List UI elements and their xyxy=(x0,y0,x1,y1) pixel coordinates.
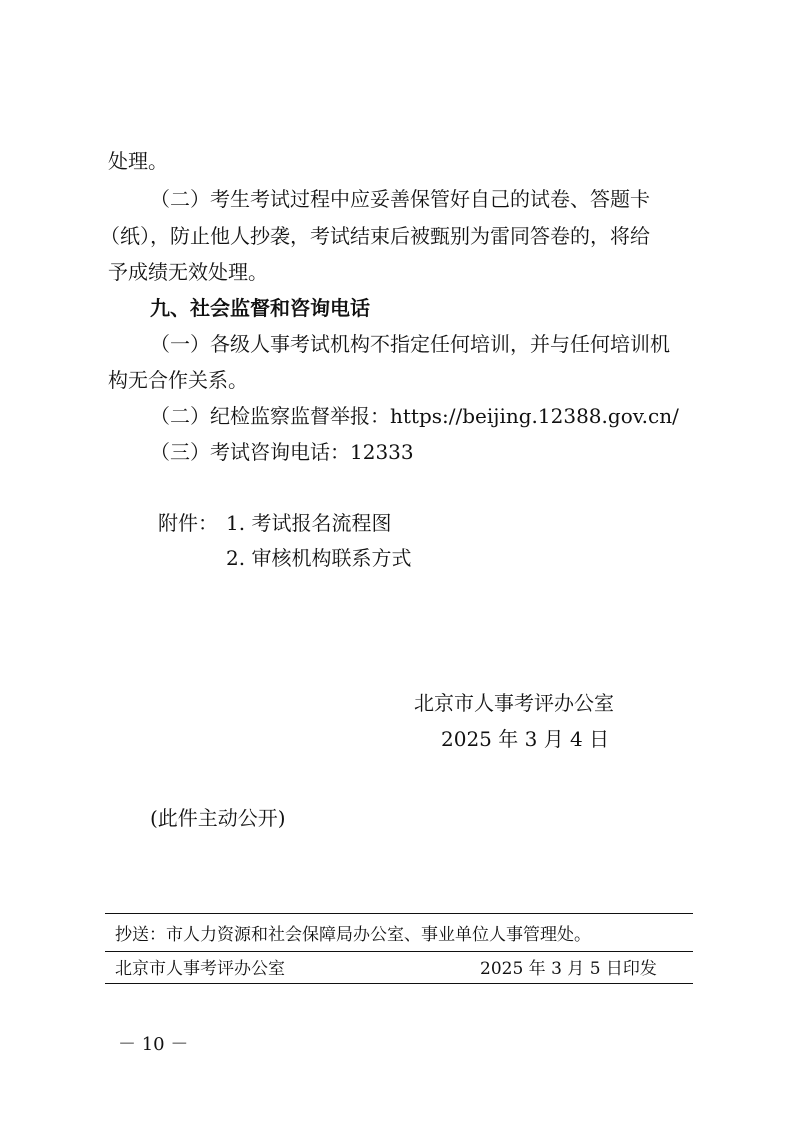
attachment-label: 附件： xyxy=(158,511,218,535)
footer-rule-bottom xyxy=(105,983,693,984)
footer-issuer: 北京市人事考评办公室 xyxy=(115,959,285,979)
attachment-item-1: 1. 考试报名流程图 xyxy=(226,511,392,535)
footer-cc: 抄送：市人力资源和社会保障局办公室、事业单位人事管理处。 xyxy=(115,925,591,945)
attachment-item-2: 2. 审核机构联系方式 xyxy=(226,546,412,570)
body-line-7: （二）纪检监察监督举报：https://beijing.12388.gov.cn/ xyxy=(150,404,679,428)
disclosure-note: (此件主动公开) xyxy=(150,806,286,830)
footer-issue-date: 2025 年 3 月 5 日印发 xyxy=(480,959,657,979)
body-line-3: （纸），防止他人抄袭，考试结束后被甄别为雷同答卷的，将给 xyxy=(100,224,650,248)
body-line-6: 构无合作关系。 xyxy=(108,368,248,392)
footer-rule-middle xyxy=(105,951,693,952)
body-line-8: （三）考试咨询电话：12333 xyxy=(150,440,414,464)
section-heading: 九、社会监督和咨询电话 xyxy=(150,296,370,320)
signature-date: 2025 年 3 月 4 日 xyxy=(441,727,610,751)
page-number: － 10 － xyxy=(118,1034,189,1055)
body-line-5: （一）各级人事考试机构不指定任何培训，并与任何培训机 xyxy=(150,332,670,356)
body-line-2: （二）考生考试过程中应妥善保管好自己的试卷、答题卡 xyxy=(150,187,650,211)
footer-rule-top xyxy=(105,913,693,914)
body-line-4: 予成绩无效处理。 xyxy=(108,260,268,284)
signature-org: 北京市人事考评办公室 xyxy=(414,691,614,715)
body-line-1: 处理。 xyxy=(108,149,168,173)
